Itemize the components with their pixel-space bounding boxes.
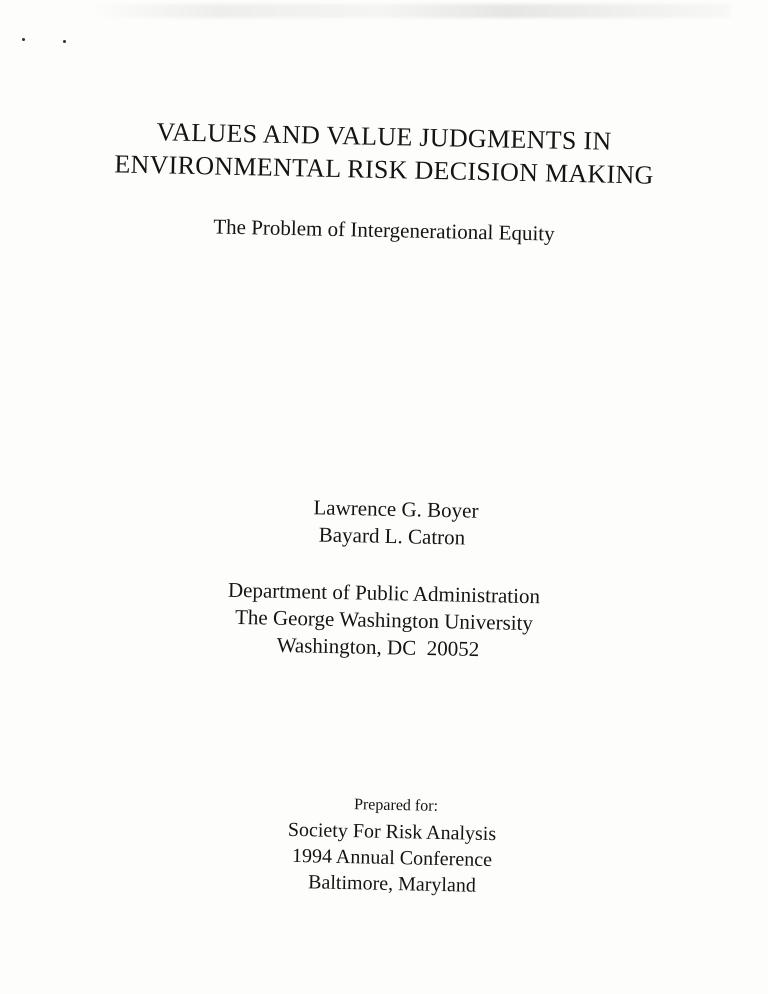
affiliation-university: The George Washington University: [234, 604, 534, 636]
subtitle: The Problem of Intergenerational Equity: [213, 214, 555, 246]
scan-artifact-dot: [63, 40, 66, 43]
title-line-1: VALUES AND VALUE JUDGMENTS IN: [156, 117, 612, 156]
affiliation-address: Washington, DC 20052: [276, 632, 480, 662]
conference-location: Baltimore, Maryland: [307, 871, 477, 897]
scan-artifact-strip: [90, 4, 730, 18]
scan-artifact-dot: [22, 38, 25, 41]
affiliation-department: Department of Public Administration: [227, 577, 541, 609]
author-name: Bayard L. Catron: [318, 522, 466, 550]
conference-organization: Society For Risk Analysis: [287, 818, 497, 846]
title-line-2: ENVIRONMENTAL RISK DECISION MAKING: [114, 149, 654, 190]
conference-name: 1994 Annual Conference: [291, 844, 493, 872]
author-name: Lawrence G. Boyer: [313, 495, 479, 523]
prepared-for-label: Prepared for:: [353, 796, 439, 815]
